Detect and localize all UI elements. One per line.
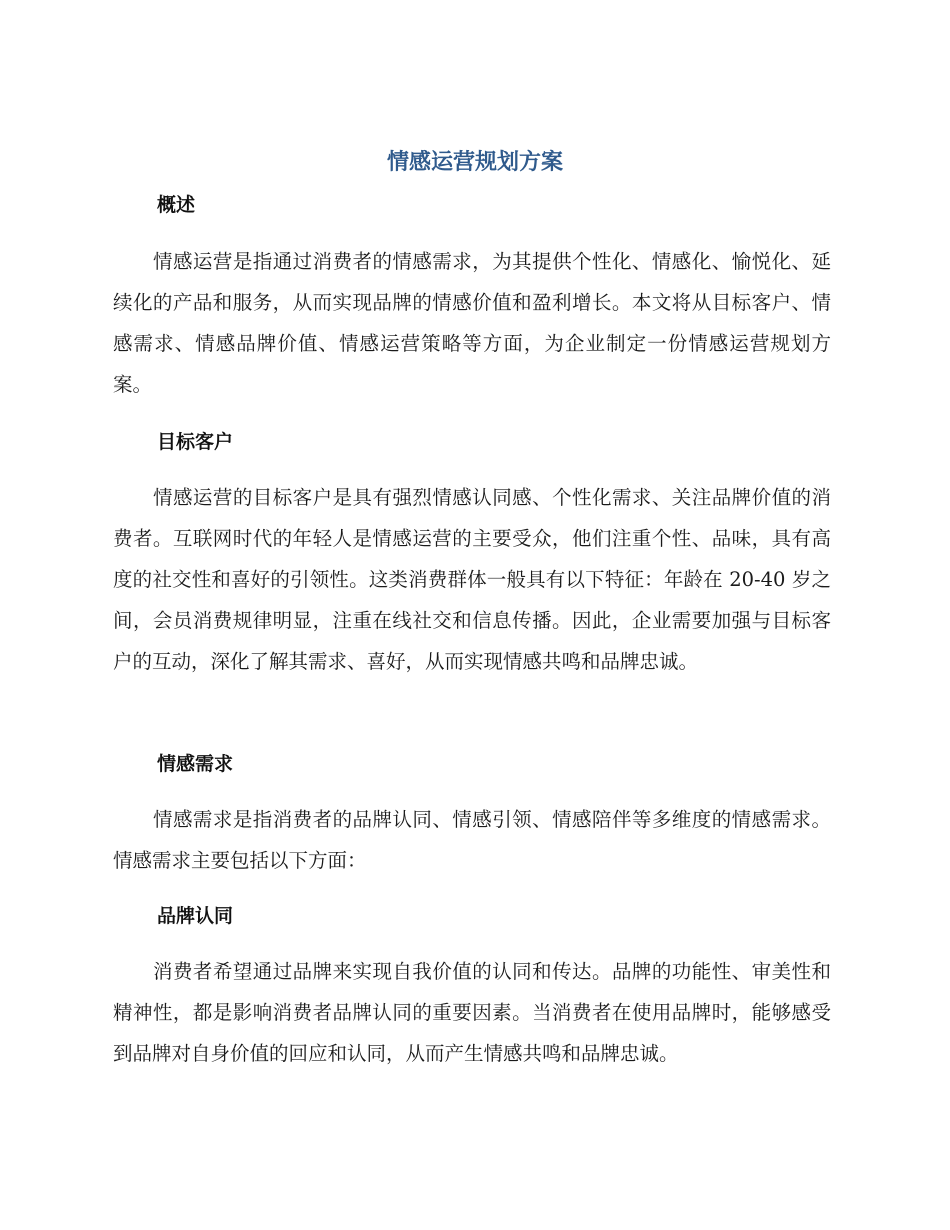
section-paragraph-emotional-needs: 情感需求是指消费者的品牌认同、情感引领、情感陪伴等多维度的情感需求。情感需求主要包括以下方面： <box>113 808 831 872</box>
section-heading-overview: 概述 <box>157 194 196 216</box>
section-heading-emotional-needs: 情感需求 <box>157 753 234 775</box>
section-heading-brand-identity: 品牌认同 <box>157 905 234 927</box>
section-paragraph-brand-identity: 消费者希望通过品牌来实现自我价值的认同和传达。品牌的功能性、审美性和精神性，都是影响消费者品牌认同的重要因素。当消费者在使用品牌时，能够感受到品牌对自身价值的回应和认同，从而产生情感共鸣和品牌忠诚。 <box>113 960 831 1065</box>
section-paragraph-overview: 情感运营是指通过消费者的情感需求，为其提供个性化、情感化、愉悦化、延续化的产品和服务，从而实现品牌的情感价值和盈利增长。本文将从目标客户、情感需求、情感品牌价值、情感运营策略等方面，为企业制定一份情感运营规划方案。 <box>113 250 831 396</box>
section-heading-target-customers: 目标客户 <box>157 431 234 453</box>
document-title: 情感运营规划方案 <box>386 150 563 175</box>
section-paragraph-target-customers: 情感运营的目标客户是具有强烈情感认同感、个性化需求、关注品牌价值的消费者。互联网时代的年轻人是情感运营的主要受众，他们注重个性、品味，具有高度的社交性和喜好的引领性。这类消费群体一般具有以下特征：年龄在 20-40 岁之间，会员消费规律明显，注重在线社交和信息传播。因此，企业需要加强与目标客户的互动，深化了解其需求、喜好，从而实现情感共鸣和品牌忠诚。 <box>113 486 831 673</box>
